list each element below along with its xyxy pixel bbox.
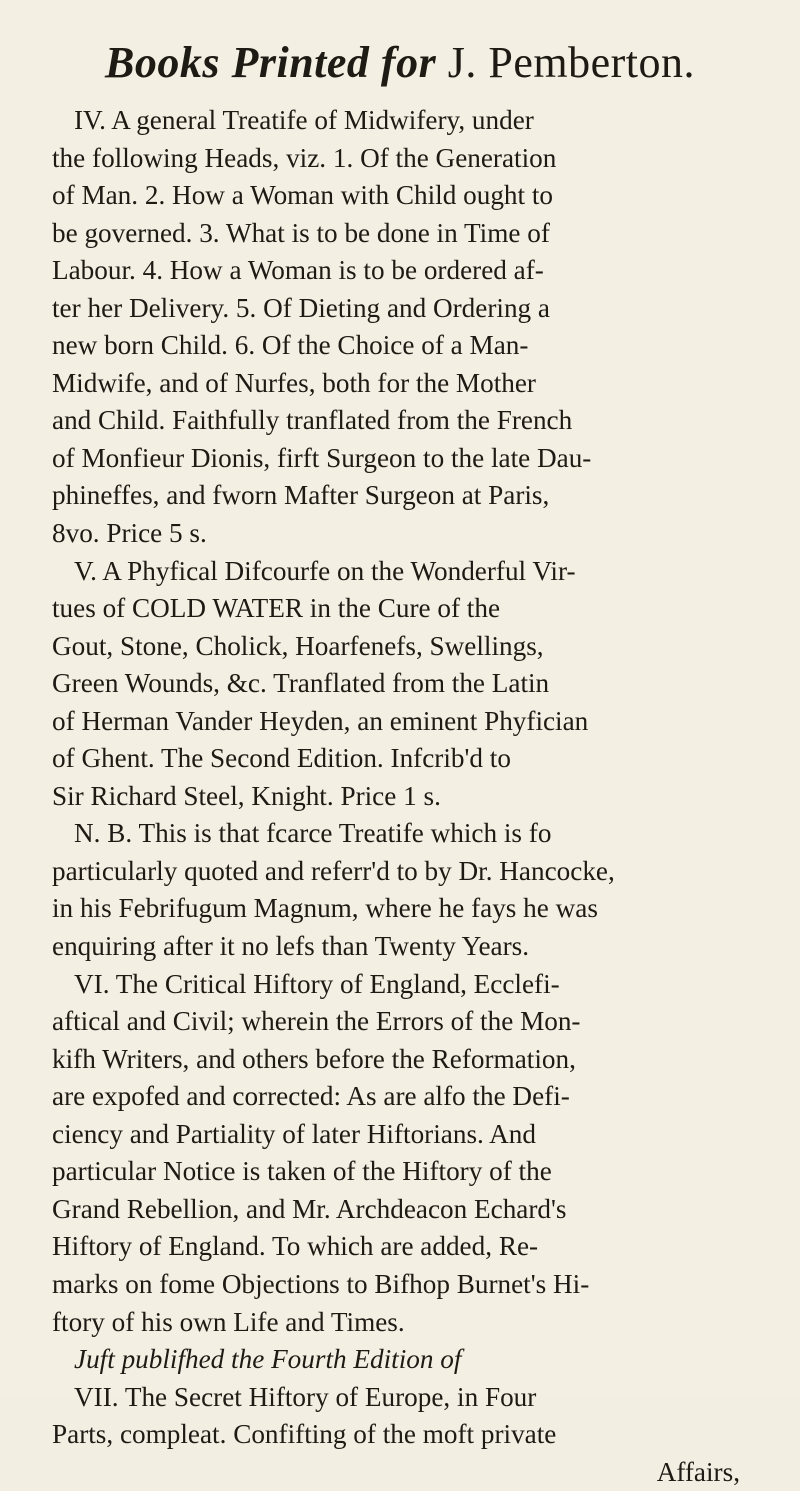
text-line: be governed. 3. What is to be done in Time of (52, 217, 550, 248)
text-line: marks on fome Objections to Bifhop Burnet's Hi- (52, 1268, 590, 1299)
text-line: of Man. 2. How a Woman with Child ought to (52, 180, 554, 211)
text-line: kifh Writers, and others before the Reformation, (52, 1043, 576, 1074)
text-line: enquiring after it no lefs than Twenty Years. (52, 931, 530, 962)
text-line: and Child. Faithfully tranflated from the French (52, 405, 573, 436)
text-line: Sir Richard Steel, Knight. Price 1 s. (52, 780, 441, 811)
text-line: of Monfieur Dionis, firft Surgeon to the late Dau- (52, 442, 592, 473)
advertisement-text (52, 102, 762, 1491)
text-line: particular Notice is taken of the Hiftory of the (52, 1156, 552, 1187)
text-line: Juft publifhed the Fourth Edition of (74, 1344, 462, 1375)
text-line: are expofed and corrected: As are alfo the Defi- (52, 1081, 570, 1112)
text-line: Labour. 4. How a Woman is to be ordered af- (52, 255, 544, 286)
text-line: Gout, Stone, Cholick, Hoarfenefs, Swellings, (52, 630, 544, 661)
text-line: V. A Phyfical Difcourfe on the Wonderful Vir- (74, 555, 576, 586)
text-line: Green Wounds, &c. Tranflated from the Latin (52, 668, 550, 699)
text-line: 8vo. Price 5 s. (52, 518, 207, 549)
text-line: Midwife, and of Nurfes, both for the Mother (52, 367, 536, 398)
text-line: VII. The Secret Hiftory of Europe, in Four (74, 1381, 537, 1412)
text-line: ter her Delivery. 5. Of Dieting and Ordering a (52, 292, 551, 323)
text-line: new born Child. 6. Of the Choice of a Man- (52, 330, 529, 361)
text-line: in his Febrifugum Magnum, where he fays he was (52, 893, 598, 924)
header-roman: J. Pemberton. (447, 38, 695, 87)
text-line: Hiftory of England. To which are added, Re- (52, 1231, 539, 1262)
text-line: Parts, compleat. Confifting of the moft private (52, 1419, 557, 1450)
catchword: Affairs, (656, 1456, 740, 1487)
text-line: ciency and Partiality of later Hiftorians. And (52, 1118, 536, 1149)
text-line: IV. A general Treatife of Midwifery, under (74, 105, 534, 135)
text-line: aftical and Civil; wherein the Errors of the Mon- (52, 1006, 581, 1037)
text-line: of Herman Vander Heyden, an eminent Phyfician (52, 705, 589, 736)
header-italic: Books Printed for (105, 38, 437, 87)
text-line: VI. The Critical Hiftory of England, Ecclefi- (74, 968, 560, 999)
running-header (0, 38, 800, 88)
text-line: the following Heads, viz. 1. Of the Generation (52, 142, 557, 173)
text-line: N. B. This is that fcarce Treatife which is fo (74, 818, 552, 849)
text-line: of Ghent. The Second Edition. Infcrib'd to (52, 743, 511, 774)
text-line: phineffes, and fworn Mafter Surgeon at Paris, (52, 480, 550, 511)
text-line: ftory of his own Life and Times. (52, 1306, 405, 1337)
text-line: Grand Rebellion, and Mr. Archdeacon Echard's (52, 1193, 567, 1224)
text-line: particularly quoted and referr'd to by Dr. Hancocke, (52, 855, 615, 886)
text-line: tues of COLD WATER in the Cure of the (52, 593, 501, 624)
